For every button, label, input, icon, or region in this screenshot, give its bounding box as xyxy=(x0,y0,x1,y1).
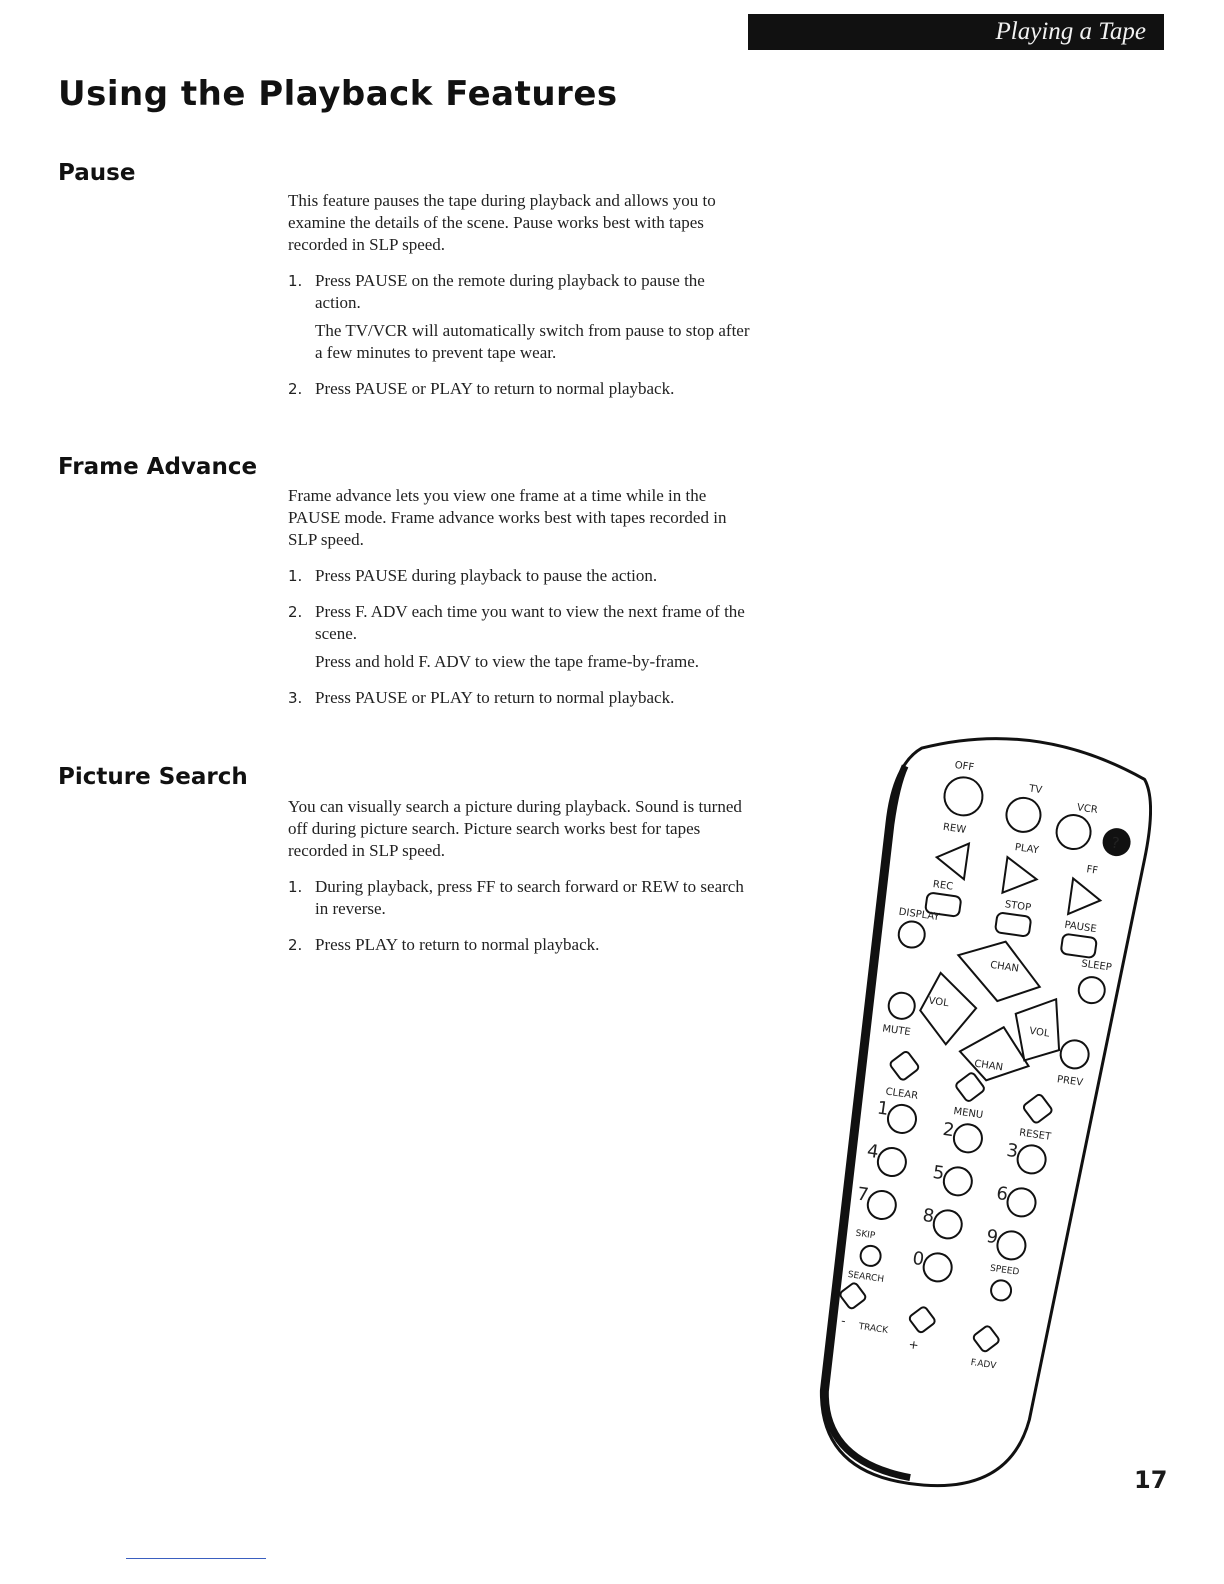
digit-label: 0 xyxy=(911,1247,926,1271)
section-tab: Playing a Tape xyxy=(748,14,1164,50)
step-text: Press PAUSE on the remote during playback to pause the action. xyxy=(315,271,705,312)
digit-label: 9 xyxy=(984,1225,1000,1249)
step-item xyxy=(288,934,754,956)
label-stop: STOP xyxy=(1004,899,1032,914)
digit-label: 7 xyxy=(855,1183,870,1206)
label-play: PLAY xyxy=(1014,842,1040,857)
step-text: Press PLAY to return to normal playback. xyxy=(315,935,600,954)
info-icon: ? xyxy=(1110,833,1121,853)
digit-label: 3 xyxy=(1005,1139,1020,1163)
label-vol-left: VOL xyxy=(927,995,950,1010)
step-number: 2. xyxy=(288,936,303,954)
label-rec: REC xyxy=(932,879,954,893)
label-pause: PAUSE xyxy=(1063,919,1098,936)
label-rew: REW xyxy=(942,821,967,836)
digit-label: 1 xyxy=(875,1097,891,1120)
step-list xyxy=(288,876,754,956)
step-note: The TV/VCR will automatically switch from pause to stop after a few minutes to prevent tape wear. xyxy=(315,321,750,362)
section-body-pause xyxy=(288,190,754,414)
label-track-minus: - xyxy=(840,1313,847,1329)
step-item xyxy=(288,876,754,920)
step-text: Press F. ADV each time you want to view the next frame of the scene. xyxy=(315,602,745,643)
label-skip: SKIP xyxy=(854,1228,876,1242)
label-reset: RESET xyxy=(1018,1127,1052,1143)
step-item xyxy=(288,270,754,364)
step-item xyxy=(288,601,754,673)
label-prev: PREV xyxy=(1056,1074,1084,1089)
digit-label: 2 xyxy=(941,1118,956,1142)
intro-paragraph: Frame advance lets you view one frame at a time while in the PAUSE mode. Frame advance works best with tapes recorded in SLP speed. xyxy=(288,486,727,549)
step-item xyxy=(288,378,754,400)
step-number: 2. xyxy=(288,603,303,621)
section-heading-picture-search: Picture Search xyxy=(58,764,248,790)
label-search: SEARCH xyxy=(847,1269,885,1285)
intro-paragraph: You can visually search a picture during playback. Sound is turned off during picture search. Picture search works best for tapes recorded in SLP speed. xyxy=(288,797,742,860)
label-ff: FF xyxy=(1085,864,1099,877)
step-item xyxy=(288,565,754,587)
label-clear: CLEAR xyxy=(884,1086,919,1102)
label-menu: MENU xyxy=(952,1106,984,1122)
section-heading-frame-advance: Frame Advance xyxy=(58,454,258,480)
remote-control-illustration xyxy=(812,720,1152,1500)
step-number: 3. xyxy=(288,689,303,707)
step-number: 1. xyxy=(288,567,303,585)
section-heading-pause: Pause xyxy=(58,160,136,186)
section-body-frame-advance xyxy=(288,485,754,723)
label-speed: SPEED xyxy=(989,1263,1020,1278)
digit-label: 8 xyxy=(921,1204,936,1228)
label-off: OFF xyxy=(953,759,975,774)
label-mute: MUTE xyxy=(881,1023,912,1039)
step-text: Press PAUSE or PLAY to return to normal playback. xyxy=(315,379,675,398)
step-number: 1. xyxy=(288,878,303,896)
label-chan-down: CHAN xyxy=(973,1058,1004,1074)
step-text: Press PAUSE during playback to pause the action. xyxy=(315,566,658,585)
step-number: 1. xyxy=(288,272,303,290)
label-track-plus: + xyxy=(907,1337,920,1353)
label-chan-up: CHAN xyxy=(989,959,1020,975)
digit-label: 6 xyxy=(995,1182,1010,1206)
step-list xyxy=(288,270,754,400)
step-item xyxy=(288,687,754,709)
digit-label: 4 xyxy=(865,1140,880,1163)
step-number: 2. xyxy=(288,380,303,398)
label-sleep: SLEEP xyxy=(1080,958,1113,974)
label-vcr: VCR xyxy=(1076,802,1099,817)
label-track: TRACK xyxy=(857,1321,889,1337)
label-tv: TV xyxy=(1028,783,1043,797)
label-display: DISPLAY xyxy=(897,906,941,924)
page-title: Using the Playback Features xyxy=(58,74,618,114)
section-body-picture-search xyxy=(288,796,754,970)
footer-link-line xyxy=(126,1558,266,1559)
step-note: Press and hold F. ADV to view the tape frame-by-frame. xyxy=(315,652,700,671)
page-number: 17 xyxy=(1134,1466,1168,1494)
intro-paragraph: This feature pauses the tape during playback and allows you to examine the details of the scene. Pause works best with tapes recorded in SLP speed. xyxy=(288,191,716,254)
label-vol-right: VOL xyxy=(1028,1025,1051,1040)
step-text: During playback, press FF to search forward or REW to search in reverse. xyxy=(315,877,744,918)
step-text: Press PAUSE or PLAY to return to normal playback. xyxy=(315,688,675,707)
digit-label: 5 xyxy=(931,1161,946,1185)
label-fadv: F.ADV xyxy=(969,1357,997,1372)
step-list xyxy=(288,565,754,709)
